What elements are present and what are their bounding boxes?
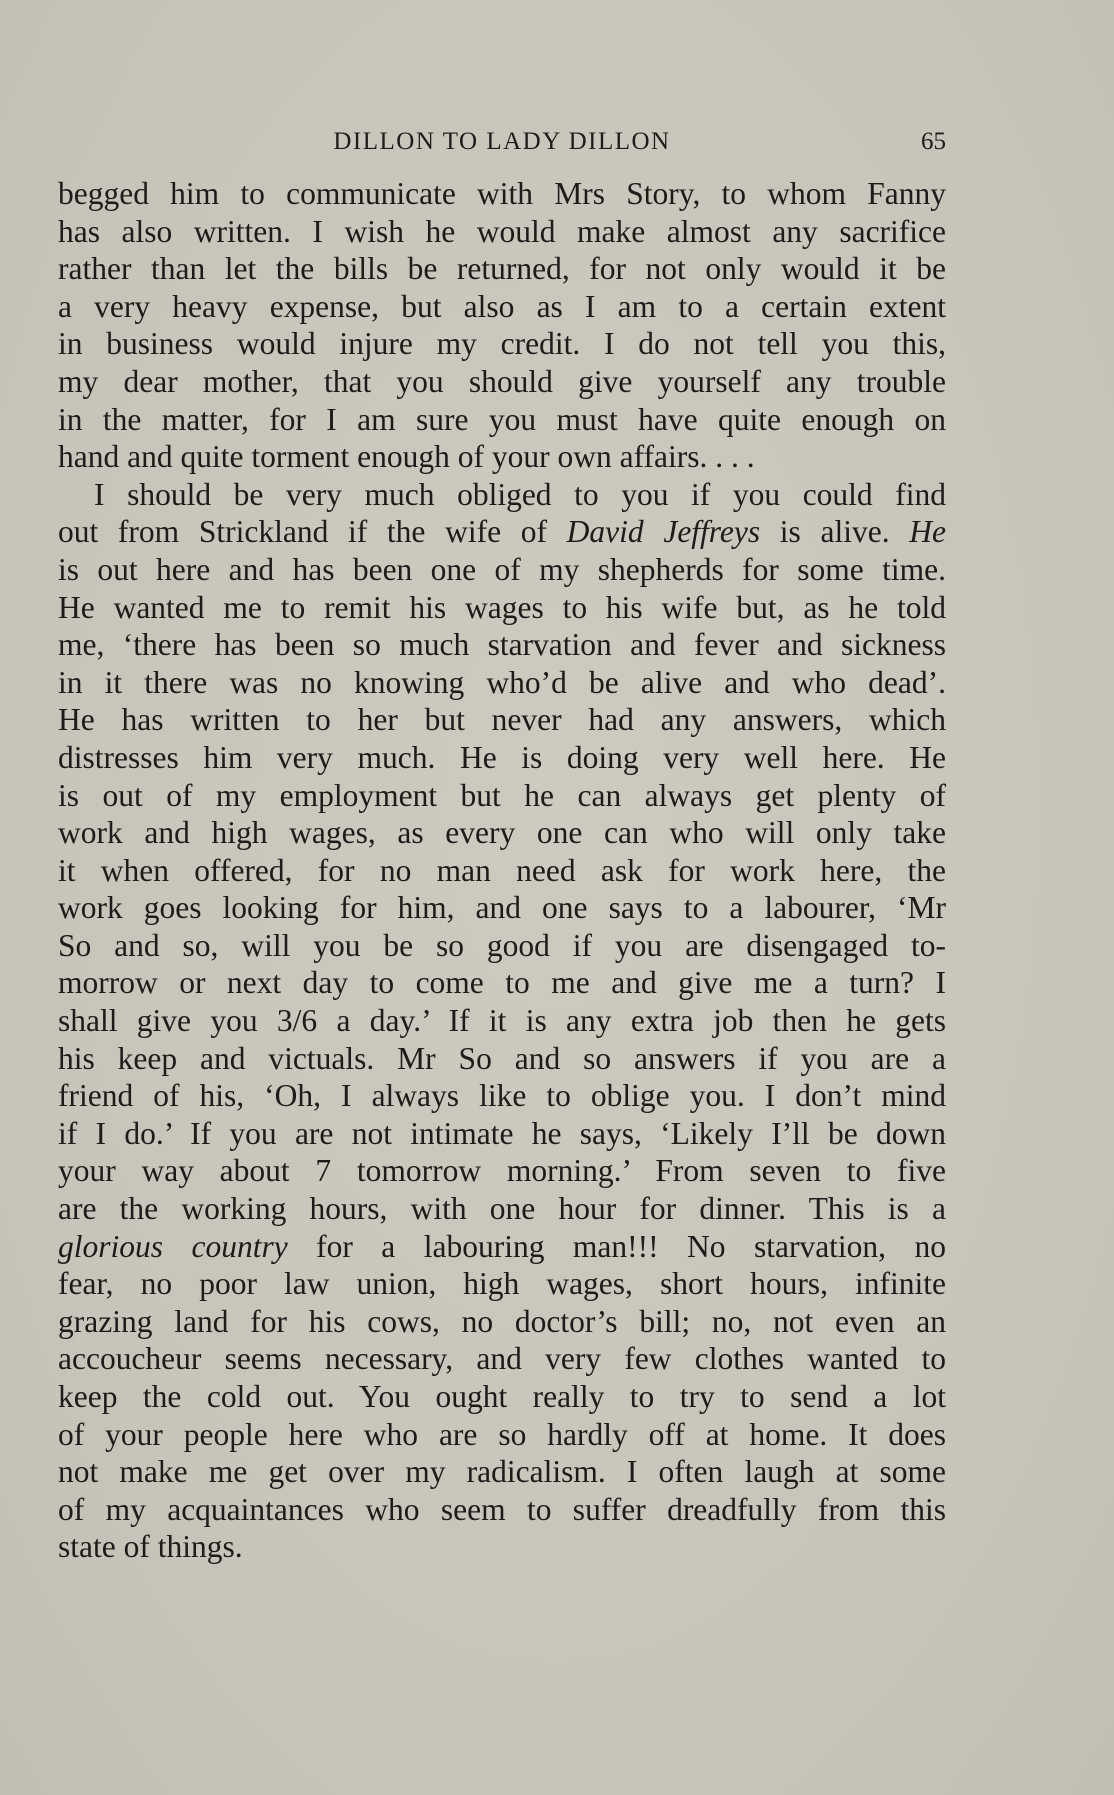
text-line — [58, 701, 946, 739]
text-segment: is out here and has been one of my shepherds for some time. — [58, 551, 946, 587]
text-line — [58, 1340, 946, 1378]
text-line — [58, 401, 946, 439]
text-segment: of your people here who are so hardly off at home. It does — [58, 1416, 946, 1452]
text-line — [58, 438, 946, 476]
italic-text: David Jeffreys — [566, 514, 761, 550]
text-segment: my dear mother, that you should give yourself any trouble — [58, 363, 946, 399]
text-segment: keep the cold out. You ought really to try to send a lot — [58, 1379, 946, 1414]
text-line — [58, 889, 946, 927]
text-segment: fear, no poor law union, high wages, short hours, infinite — [58, 1266, 946, 1302]
text-line — [58, 1416, 946, 1454]
text-segment: work goes looking for him, and one says to a labourer, ‘Mr — [58, 890, 946, 926]
text-line — [58, 476, 946, 514]
running-title: DILLON TO LADY DILLON — [333, 128, 671, 155]
text-line — [58, 213, 946, 251]
text-segment: not make me get over my radicalism. I often laugh at some — [58, 1454, 946, 1490]
text-segment: So and so, will you be so good if you are disengaged to- — [58, 927, 946, 963]
text-segment: me, ‘there has been so much starvation and fever and sickness — [58, 627, 946, 663]
text-line — [58, 1190, 946, 1228]
italic-text: He — [909, 514, 947, 550]
text-line — [58, 777, 946, 815]
text-segment: for a labouring man!!! No starvation, no — [287, 1228, 946, 1264]
text-line — [58, 1265, 946, 1303]
text-segment: a very heavy expense, but also as I am to a certain extent — [58, 288, 946, 324]
italic-text: glorious country — [58, 1228, 288, 1264]
text-line — [58, 288, 946, 326]
text-segment: out from Strickland if the wife of — [58, 514, 567, 550]
text-line — [58, 1040, 946, 1078]
text-line — [58, 1491, 946, 1529]
running-head — [58, 124, 946, 160]
text-segment: work and high wages, as every one can who will only take — [58, 815, 946, 851]
text-line — [58, 1115, 946, 1153]
text-line — [58, 589, 946, 627]
page-number: 65 — [921, 128, 946, 155]
text-line — [58, 1378, 946, 1416]
text-segment: rather than let the bills be returned, for not only would it be — [58, 251, 946, 287]
text-segment: hand and quite torment enough of your own affairs. . . . — [58, 439, 755, 475]
text-line — [58, 1528, 946, 1566]
text-segment: morrow or next day to come to me and give me a turn? I — [58, 965, 946, 1001]
text-segment: He wanted me to remit his wages to his wife but, as he told — [58, 589, 946, 625]
text-line — [58, 175, 946, 213]
text-line — [58, 363, 946, 401]
text-segment: He has written to her but never had any answers, which — [58, 702, 946, 738]
text-line — [58, 1152, 946, 1190]
text-segment: if I do.’ If you are not intimate he says, ‘Likely I’ll be down — [58, 1115, 946, 1151]
text-segment: grazing land for his cows, no doctor’s bill; no, not even an — [58, 1303, 946, 1339]
text-segment: friend of his, ‘Oh, I always like to oblige you. I don’t mind — [58, 1078, 946, 1114]
text-segment: is alive. — [760, 514, 910, 550]
text-line — [58, 852, 946, 890]
text-segment: distresses him very much. He is doing very well here. He — [58, 739, 946, 775]
body-text — [58, 175, 946, 1566]
text-segment: of my acquaintances who seem to suffer dreadfully from this — [58, 1491, 946, 1527]
text-line — [58, 551, 946, 589]
text-segment: in business would injure my credit. I do not tell you this, — [58, 326, 946, 362]
text-segment: is out of my employment but he can always get plenty of — [58, 777, 946, 813]
text-line — [58, 1077, 946, 1115]
text-line — [58, 814, 946, 852]
text-segment: accoucheur seems necessary, and very few clothes wanted to — [58, 1341, 946, 1377]
text-segment: in it there was no knowing who’d be alive and who dead’. — [58, 664, 946, 700]
text-line — [58, 250, 946, 288]
text-line — [58, 739, 946, 777]
text-segment: begged him to communicate with Mrs Story, to whom Fanny — [58, 176, 946, 211]
text-line — [58, 325, 946, 363]
text-segment: your way about 7 tomorrow morning.’ From seven to five — [58, 1153, 946, 1189]
text-line — [58, 1453, 946, 1491]
text-line — [58, 513, 946, 551]
text-line — [58, 927, 946, 965]
text-segment: state of things. — [58, 1529, 243, 1565]
text-segment: shall give you 3/6 a day.’ If it is any extra job then he gets — [58, 1003, 946, 1039]
text-line — [58, 1303, 946, 1341]
text-line — [58, 664, 946, 702]
text-line — [58, 964, 946, 1002]
text-segment: in the matter, for I am sure you must have quite enough on — [58, 401, 946, 437]
text-line — [58, 1002, 946, 1040]
text-segment: has also written. I wish he would make almost any sacrifice — [58, 213, 946, 249]
text-line — [58, 626, 946, 664]
text-segment: are the working hours, with one hour for dinner. This is a — [58, 1191, 946, 1227]
text-line — [58, 1228, 946, 1266]
text-segment: I should be very much obliged to you if you could find — [94, 476, 946, 512]
text-segment: his keep and victuals. Mr So and so answers if you are a — [58, 1040, 946, 1076]
text-segment: it when offered, for no man need ask for work here, the — [58, 852, 946, 888]
